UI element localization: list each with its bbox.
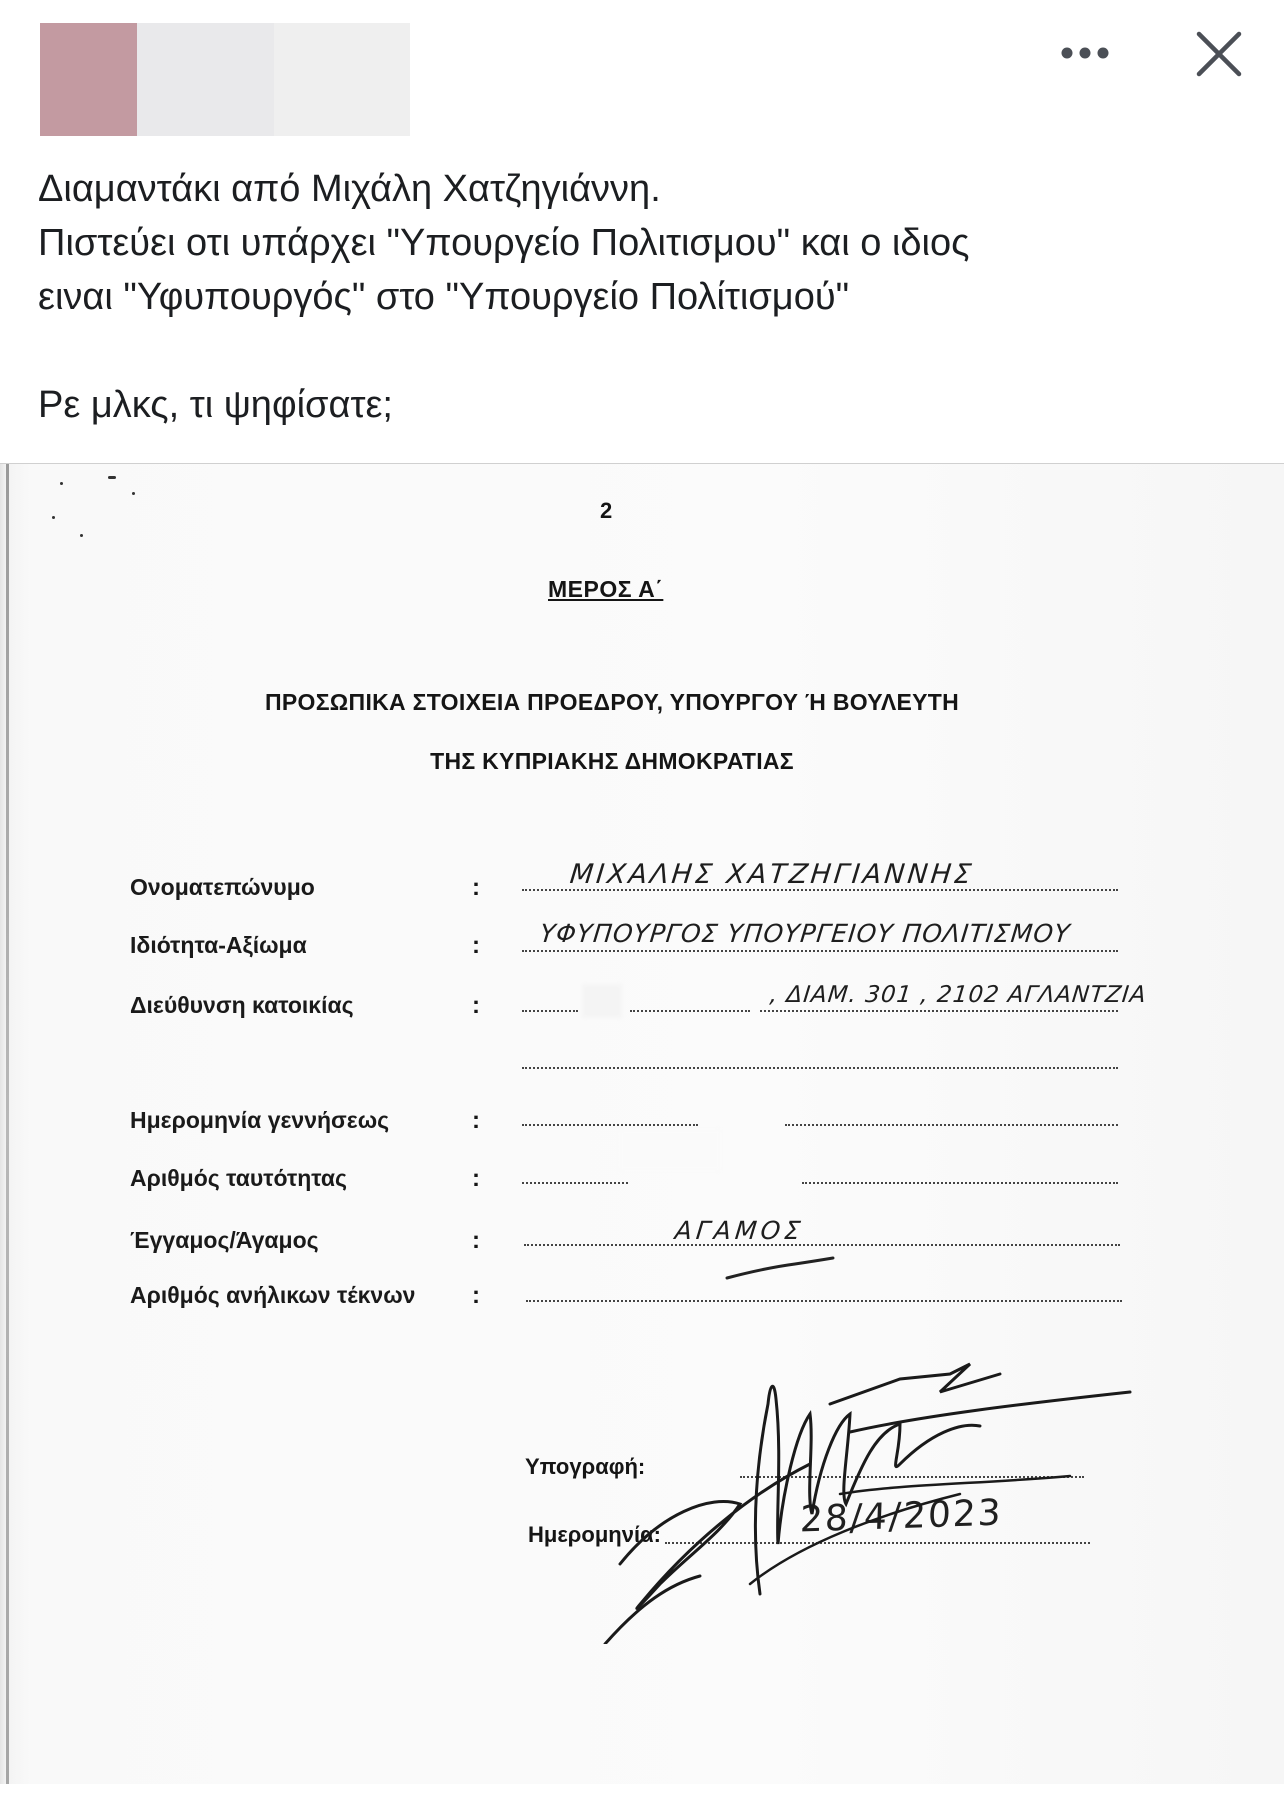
address-value: , ΔΙΑΜ. 301 , 2102 ΑΓΛΑΝΤΖΙΑ <box>768 982 1148 1008</box>
post-header <box>0 0 1284 150</box>
dotted-line <box>785 1124 1118 1126</box>
colon: : <box>472 1227 480 1254</box>
name-label: Ονοματεπώνυμο <box>130 874 315 900</box>
address-label: Διεύθυνση κατοικίας <box>130 992 354 1018</box>
redaction-blur <box>582 984 622 1018</box>
birth-date-label: Ημερομηνία γεννήσεως <box>130 1107 390 1133</box>
id-number-label: Αριθμός ταυτότητας <box>130 1165 347 1191</box>
dotted-line <box>522 1124 698 1126</box>
date-label: Ημερομηνία: <box>528 1522 661 1547</box>
date-value: 28/4/2023 <box>799 1492 1004 1541</box>
document-heading: ΠΡΟΣΩΠΙΚΑ ΣΤΟΙΧΕΙΑ ΠΡΟΕΔΡΟΥ, ΥΠΟΥΡΓΟΥ Ή ΒΟΥΛΕΥΤΗ <box>264 689 960 715</box>
dotted-line <box>526 1300 1122 1302</box>
redaction-blur <box>620 1130 720 1170</box>
more-horizontal-icon <box>1059 46 1111 60</box>
colon: : <box>472 1107 480 1134</box>
author-meta-blurred <box>274 23 410 136</box>
more-options-button[interactable] <box>1050 28 1120 78</box>
document-subheading: ΤΗΣ ΚΥΠΡΙΑΚΗΣ ΔΗΜΟΚΡΑΤΙΑΣ <box>430 748 794 774</box>
marital-status-label: Έγγαμος/Άγαμος <box>130 1227 319 1253</box>
dotted-line <box>802 1182 1118 1184</box>
dotted-line <box>524 1244 1120 1246</box>
colon: : <box>472 1282 480 1309</box>
children-label: Αριθμός ανήλικων τέκνων <box>130 1282 416 1308</box>
close-icon <box>1196 31 1242 77</box>
dotted-line <box>522 1010 578 1012</box>
colon: : <box>472 932 480 959</box>
marital-status-value: ΑΓΑΜΟΣ <box>673 1216 806 1245</box>
post-line: Διαμαντάκι από Μιχάλη Χατζηγιάννη. <box>38 168 661 210</box>
colon: : <box>472 1165 480 1192</box>
title-value: ΥΦΥΠΟΥΡΓΟΣ ΥΠΟΥΡΓΕΙΟΥ ΠΟΛΙΤΙΣΜΟΥ <box>538 919 1072 948</box>
dotted-line <box>522 1067 1118 1069</box>
dotted-line <box>630 1010 750 1012</box>
close-button[interactable] <box>1190 25 1248 83</box>
post-line: Πιστεύει οτι υπάρχει "Υπουργείο Πολιτισμου" και ο ιδιος <box>38 222 970 264</box>
part-title: ΜΕΡΟΣ Α΄ <box>548 576 664 602</box>
blurred-author-info <box>40 23 410 136</box>
colon: : <box>472 874 480 901</box>
post-body <box>38 162 1248 432</box>
dotted-line <box>522 1182 628 1184</box>
name-value: ΜΙΧΑΛΗΣ ΧΑΤΖΗΓΙΑΝΝΗΣ <box>568 859 976 890</box>
handwritten-signature <box>600 1344 1140 1644</box>
post-line: ειναι "Υφυπουργός" στο "Υπουργείο Πολίτισμού" <box>38 276 850 318</box>
title-label: Ιδιότητα-Αξίωμα <box>130 932 307 958</box>
author-name-blurred <box>137 23 274 136</box>
avatar[interactable] <box>40 23 137 136</box>
dotted-line <box>760 1010 1118 1012</box>
page-edge <box>6 464 9 1784</box>
signature-label: Υπογραφή: <box>525 1454 646 1479</box>
document-photo[interactable] <box>0 463 1284 1785</box>
colon: : <box>472 992 480 1019</box>
handwritten-dash <box>725 1254 835 1284</box>
page-number: 2 <box>600 498 613 523</box>
dotted-line <box>522 950 1118 952</box>
post-line: Ρε μλκς, τι ψηφίσατε; <box>38 384 393 426</box>
bottom-spacer <box>0 1784 1284 1807</box>
